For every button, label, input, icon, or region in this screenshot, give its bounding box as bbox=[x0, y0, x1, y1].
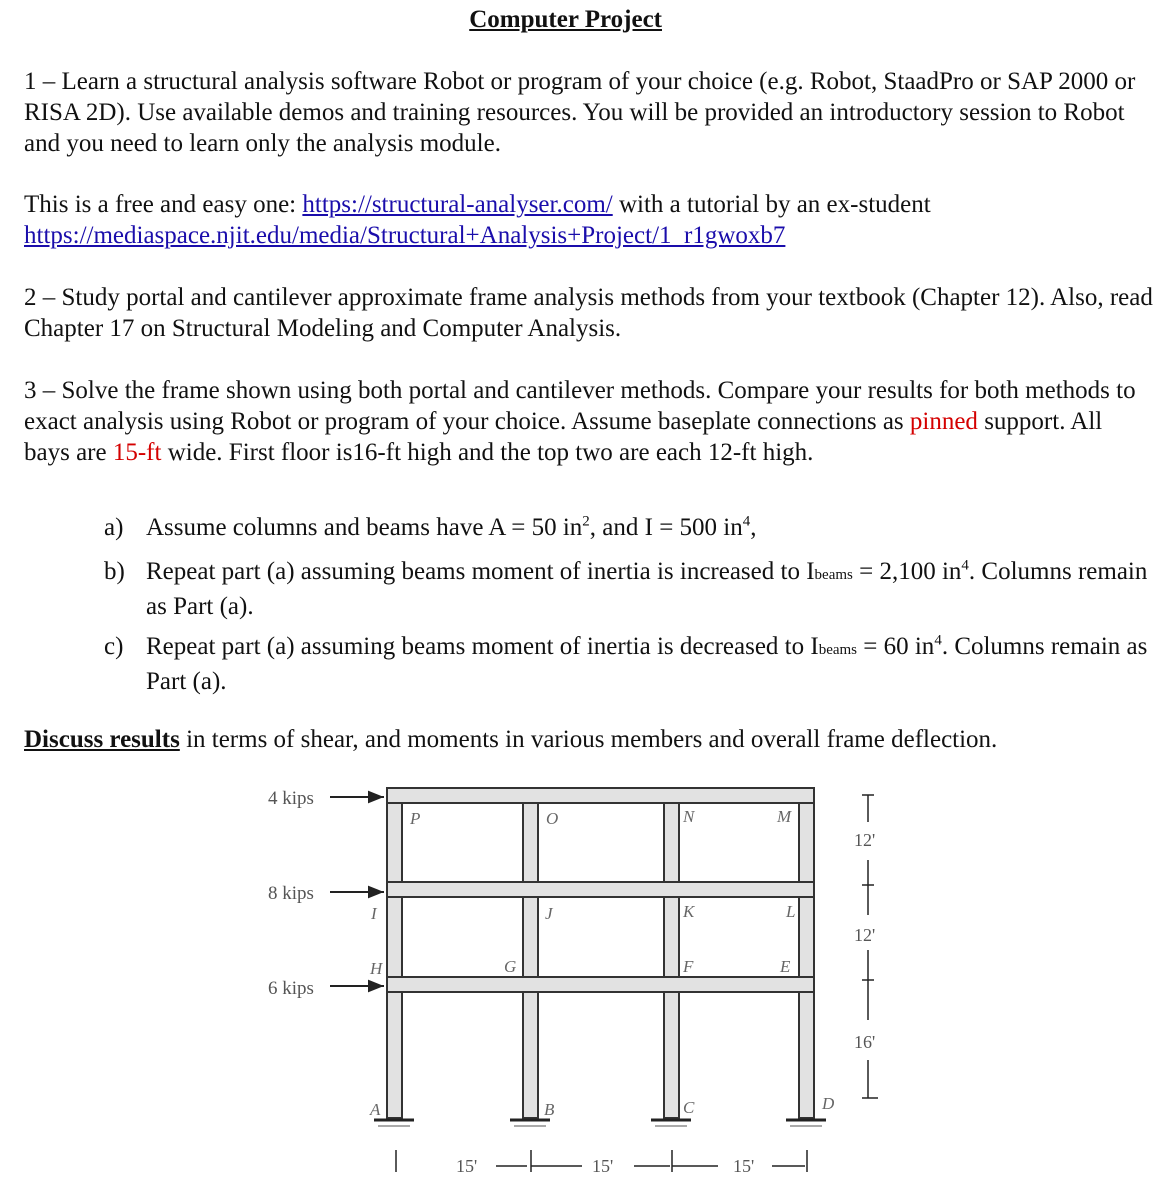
structural-analyser-link[interactable]: https://structural-analyser.com/ bbox=[302, 191, 613, 218]
paragraph-4: 3 – Solve the frame shown using both portal and cantilever methods. Compare your results for both methods to exact analysis using Robot or program of your choice. Assume baseplate connections as pinned support. All bays are 15-ft wide. First floor is16-ft high and the top two are each 12-ft high. bbox=[24, 377, 1136, 466]
node-f: F bbox=[683, 957, 694, 976]
column-line-2 bbox=[523, 788, 538, 1118]
height-first: 16' bbox=[854, 1032, 876, 1052]
page-title: Computer Project bbox=[469, 6, 662, 33]
discuss-paragraph: Discuss results in terms of shear, and moments in various members and overall frame deflection. bbox=[24, 726, 998, 753]
column-line-1 bbox=[387, 788, 402, 1118]
load-label-8: 8 kips bbox=[268, 883, 314, 904]
paragraph-3: 2 – Study portal and cantilever approximate frame analysis methods from your textbook (Chapter 12). Also, read Chapter 17 on Structural Modeling and Computer Analysis. bbox=[24, 284, 1153, 342]
discuss-heading: Discuss results bbox=[24, 726, 180, 753]
node-a: A bbox=[370, 1100, 381, 1119]
node-o: O bbox=[546, 809, 559, 828]
bay-width-highlight: 15-ft bbox=[112, 439, 162, 466]
frame-figure bbox=[0, 770, 1171, 1187]
node-n: N bbox=[683, 807, 695, 826]
paragraph-2 bbox=[24, 189, 1154, 251]
bay-width-3: 15' bbox=[733, 1156, 755, 1176]
height-roof: 12' bbox=[854, 830, 876, 850]
node-d: D bbox=[822, 1094, 835, 1113]
node-l: L bbox=[786, 902, 796, 921]
bay-width-1: 15' bbox=[456, 1156, 478, 1176]
bay-width-2: 15' bbox=[592, 1156, 614, 1176]
p2-lead: This is a free and easy one: bbox=[24, 191, 303, 218]
node-p: P bbox=[410, 809, 421, 828]
column-line-4 bbox=[799, 788, 814, 1118]
column-line-3 bbox=[664, 788, 679, 1118]
mediaspace-tutorial-link[interactable]: https://mediaspace.njit.edu/media/Structural+Analysis+Project/1_r1gwoxb7 bbox=[24, 222, 786, 249]
node-i: I bbox=[371, 904, 377, 923]
paragraph-1: 1 – Learn a structural analysis software Robot or program of your choice (e.g. Robot, StaadPro or SAP 2000 or RISA 2D). Use available demos and training resources. You will be provided an introductory session to Robot and you need to learn only the analysis module. bbox=[24, 68, 1136, 157]
node-m: M bbox=[777, 807, 792, 826]
p2-mid: with a tutorial by an ex-student bbox=[612, 191, 931, 218]
node-g: G bbox=[504, 957, 517, 976]
node-h: H bbox=[370, 959, 383, 978]
load-label-6: 6 kips bbox=[268, 978, 314, 999]
node-e: E bbox=[780, 957, 791, 976]
node-b: B bbox=[544, 1100, 555, 1119]
pinned-highlight: pinned bbox=[909, 408, 978, 435]
node-c: C bbox=[683, 1098, 695, 1117]
node-k: K bbox=[683, 902, 695, 921]
node-j: J bbox=[545, 904, 553, 923]
height-third: 12' bbox=[854, 925, 876, 945]
load-label-4: 4 kips bbox=[268, 788, 314, 809]
